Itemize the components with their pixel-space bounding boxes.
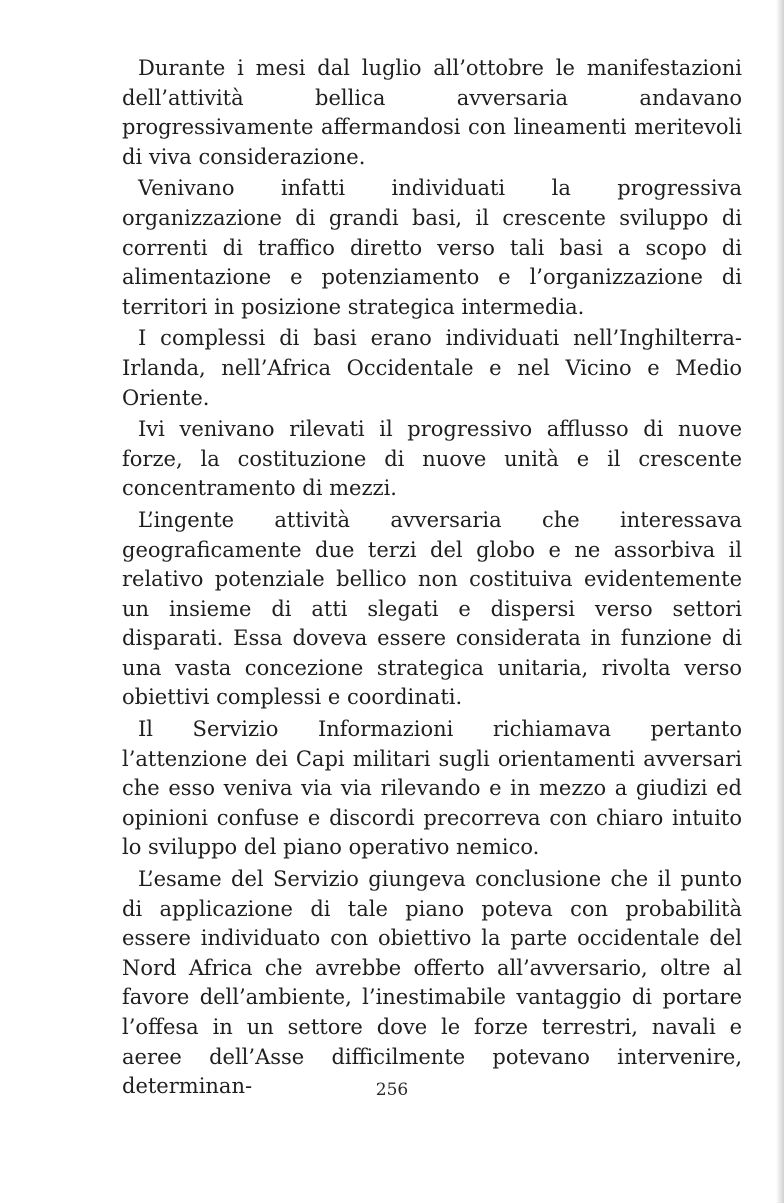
body-text: [122, 54, 742, 1102]
paragraph-5: L’ingente attività avversaria che interessava geograficamente due terzi del globo e ne assorbiva il relativo potenziale bellico non costituiva evidentemente un insieme di atti slegati e dispersi verso settori disparati. Essa doveva essere considerata in funzione di una vasta concezione strategica unitaria, rivolta verso obiettivi complessi e coordinati.: [122, 507, 742, 710]
paragraph-2: Venivano infatti individuati la progressiva organizzazione di grandi basi, il crescente sviluppo di correnti di traffico diretto verso tali basi a scopo di alimentazione e potenziamento e l’organizzazione di territori in posizione strategica intermedia.: [122, 176, 742, 319]
page-number: 256: [375, 1080, 409, 1100]
paragraph-1: Durante i mesi dal luglio all’ottobre le manifestazioni dell’attività bellica avversaria andavano progressivamente affermandosi con lineamenti meritevoli di viva considerazione.: [122, 56, 742, 169]
paragraph-3: I complessi di basi erano individuati nell’Inghilterra-Irlanda, nell’Africa Occidentale e nel Vicino e Medio Oriente.: [122, 326, 742, 410]
paragraph-7: L’esame del Servizio giungeva conclusione che il punto di applicazione di tale piano poteva con probabilità essere individuato con obiettivo la parte occidentale del Nord Africa che avrebbe offerto all’avversario, oltre al favore dell’ambiente, l’inestimabile vantaggio di portare l’offesa in un settore dove le forze terrestri, navali e aeree dell’Asse difficilmente potevano intervenire, determinan-: [122, 867, 742, 1099]
page-edge-shadow: [776, 0, 784, 1203]
paragraph-6: Il Servizio Informazioni richiamava pertanto l’attenzione dei Capi militari sugli orientamenti avversari che esso veniva via via rilevando e in mezzo a giudizi ed opinioni confuse e discordi precorreva con chiaro intuito lo sviluppo del piano operativo nemico.: [122, 717, 742, 860]
paragraph-4: Ivi venivano rilevati il progressivo afflusso di nuove forze, la costituzione di nuove unità e il crescente concentramento di mezzi.: [122, 417, 742, 501]
